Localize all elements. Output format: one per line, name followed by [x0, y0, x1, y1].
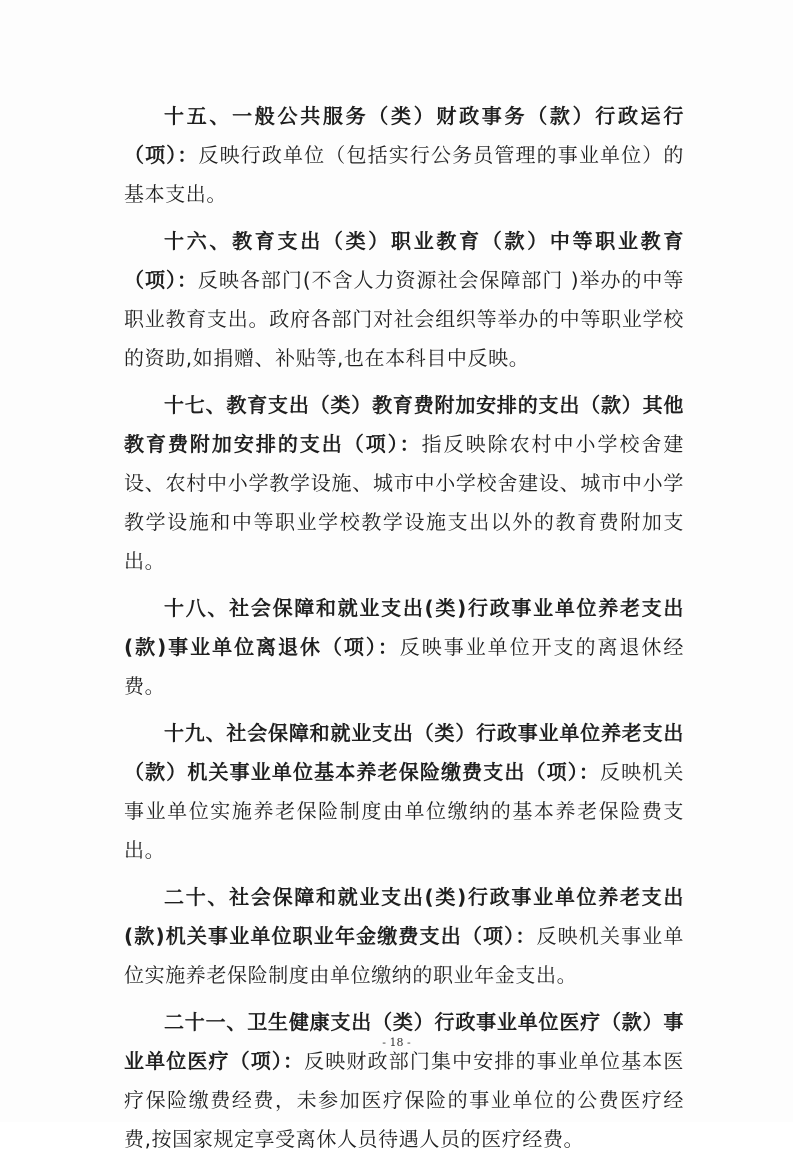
section-21 — [124, 1003, 684, 1159]
section-15 — [124, 97, 684, 214]
section-20 — [124, 878, 684, 995]
section-text: 反映机关事业单位实施养老保险制度由单位缴纳的基本养老保险费支出。 — [124, 760, 684, 862]
section-heading: 十七、教育支出（类）教育费附加安排的支出（款）其他教育费附加安排的支出（项）： — [124, 393, 684, 456]
section-heading: 十六、教育支出（类）职业教育（款）中等职业教育（项）： — [124, 229, 684, 292]
section-heading: 二十、社会保障和就业支出(类)行政事业单位养老支出(款)机关事业单位职业年金缴费支出（项）： — [124, 885, 684, 948]
section-heading: 十五、一般公共服务（类）财政事务（款）行政运行（项）： — [124, 104, 684, 167]
document-body — [124, 97, 684, 1167]
section-text: 反映财政部门集中安排的事业单位基本医疗保险缴费经费，未参加医疗保险的事业单位的公费医疗经费,按国家规定享受离休人员待遇人员的医疗经费。 — [124, 1049, 684, 1151]
section-17 — [124, 386, 684, 581]
section-16 — [124, 222, 684, 378]
section-heading: 十八、社会保障和就业支出(类)行政事业单位养老支出(款)事业单位离退休（项）： — [124, 596, 684, 659]
section-text: 指反映除农村中小学校舍建设、农村中小学教学设施、城市中小学校舍建设、城市中小学教学设施和中等职业学校教学设施支出以外的教育费附加支出。 — [124, 432, 685, 573]
section-19 — [124, 714, 684, 870]
section-heading: 二十一、卫生健康支出（类）行政事业单位医疗（款）事业单位医疗（项）： — [124, 1010, 684, 1073]
section-text: 反映机关事业单位实施养老保险制度由单位缴纳的职业年金支出。 — [124, 924, 684, 987]
section-heading: 十九、社会保障和就业支出（类）行政事业单位养老支出（款）机关事业单位基本养老保险缴费支出（项）： — [124, 721, 684, 784]
section-18 — [124, 589, 684, 706]
page-number: - 18 - — [382, 1036, 411, 1049]
section-text: 反映行政单位（包括实行公务员管理的事业单位）的基本支出。 — [124, 143, 684, 206]
section-text: 反映各部门(不含人力资源社会保障部门 )举办的中等职业教育支出。政府各部门对社会组织等举办的中等职业学校的资助,如捐赠、补贴等,也在本科目中反映。 — [124, 268, 684, 370]
section-text: 反映事业单位开支的离退休经费。 — [124, 635, 684, 698]
